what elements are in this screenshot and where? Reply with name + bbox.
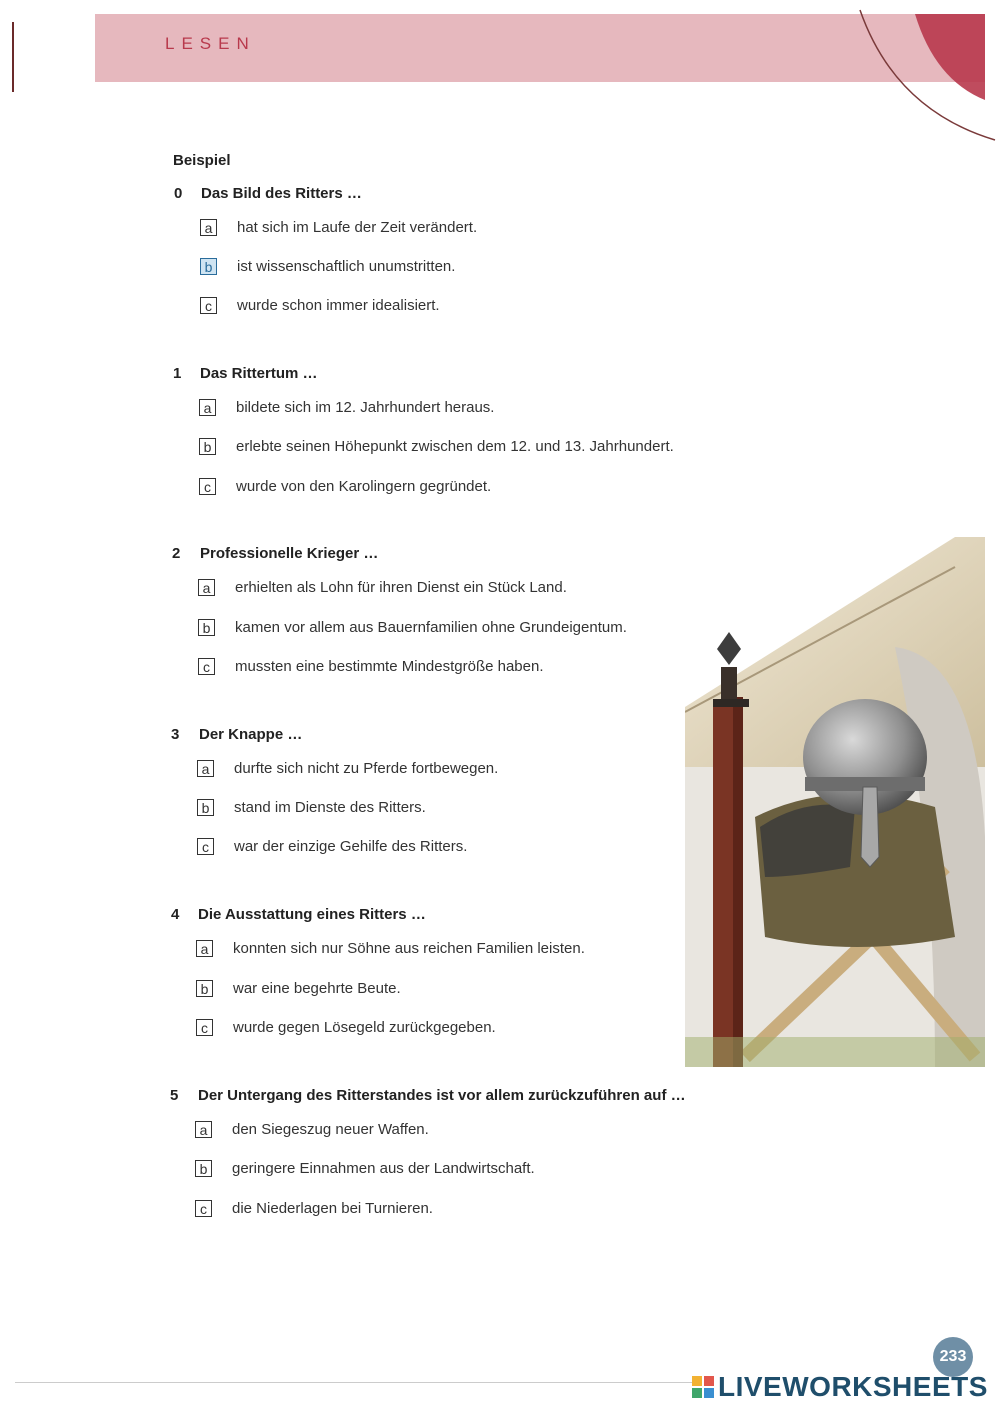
option-text: mussten eine bestimmte Mindestgröße haben. [235, 658, 544, 675]
knight-helmet-sword-photo [685, 537, 985, 1067]
question-stem: Der Knappe … [199, 726, 303, 743]
option-checkbox[interactable]: a [197, 760, 214, 777]
option-text: wurde schon immer idealisiert. [237, 297, 440, 314]
brand-name: LIVEWORKSHEETS [718, 1371, 988, 1402]
question-stem: Das Bild des Ritters … [201, 185, 362, 202]
option-text: bildete sich im 12. Jahrhundert heraus. [236, 399, 495, 416]
option-checkbox[interactable]: a [198, 579, 215, 596]
option-text: kamen vor allem aus Bauernfamilien ohne Grundeigentum. [235, 619, 627, 636]
option-checkbox[interactable]: b [195, 1160, 212, 1177]
option-text: die Niederlagen bei Turnieren. [232, 1200, 433, 1217]
option-text: den Siegeszug neuer Waffen. [232, 1121, 429, 1138]
option-text: war der einzige Gehilfe des Ritters. [234, 838, 468, 855]
option-checkbox[interactable]: b [199, 438, 216, 455]
question-stem: Die Ausstattung eines Ritters … [198, 906, 426, 923]
option-checkbox[interactable]: a [199, 399, 216, 416]
option-checkbox[interactable]: c [200, 297, 217, 314]
question-stem: Professionelle Krieger … [200, 545, 379, 562]
option-text: hat sich im Laufe der Zeit verändert. [237, 219, 478, 236]
option-checkbox-checked[interactable]: b [200, 258, 217, 275]
option-text: stand im Dienste des Ritters. [234, 799, 426, 816]
example-label: Beispiel [173, 152, 231, 169]
option-checkbox[interactable]: b [196, 980, 213, 997]
option-text: durfte sich nicht zu Pferde fortbewegen. [234, 760, 499, 777]
option-text: ist wissenschaftlich unumstritten. [237, 258, 456, 275]
option-text: wurde von den Karolingern gegründet. [236, 478, 492, 495]
option-checkbox[interactable]: c [196, 1019, 213, 1036]
option-text: konnten sich nur Söhne aus reichen Familien leisten. [233, 940, 585, 957]
option-checkbox[interactable]: a [195, 1121, 212, 1138]
option-text: erlebte seinen Höhepunkt zwischen dem 12. und 13. Jahrhundert. [236, 438, 674, 455]
section-title: LESEN [165, 34, 256, 53]
option-checkbox[interactable]: c [198, 658, 215, 675]
option-text: erhielten als Lohn für ihren Dienst ein Stück Land. [235, 579, 567, 596]
option-checkbox[interactable]: c [195, 1200, 212, 1217]
option-text: geringere Einnahmen aus der Landwirtschaft. [232, 1160, 535, 1177]
option-text: war eine begehrte Beute. [233, 980, 401, 997]
question-stem: Das Rittertum … [200, 365, 318, 382]
question-number: 1 [173, 365, 182, 382]
option-text: wurde gegen Lösegeld zurückgegeben. [233, 1019, 496, 1036]
question-number: 0 [174, 185, 183, 202]
page-edge-rule [12, 22, 14, 92]
question-number: 2 [172, 545, 181, 562]
option-checkbox[interactable]: b [198, 619, 215, 636]
question-number: 5 [170, 1087, 179, 1104]
option-checkbox[interactable]: a [196, 940, 213, 957]
page-number-badge: 233 [933, 1337, 973, 1377]
question-number: 3 [171, 726, 180, 743]
question-stem: Der Untergang des Ritterstandes ist vor allem zurückzuführen auf … [198, 1087, 686, 1104]
option-checkbox[interactable]: c [197, 838, 214, 855]
option-checkbox[interactable]: a [200, 219, 217, 236]
footer-rule [15, 1382, 695, 1383]
liveworksheets-logo-icon [692, 1376, 714, 1398]
corner-decoration [855, 0, 1000, 150]
option-checkbox[interactable]: b [197, 799, 214, 816]
option-checkbox[interactable]: c [199, 478, 216, 495]
question-number: 4 [171, 906, 180, 923]
